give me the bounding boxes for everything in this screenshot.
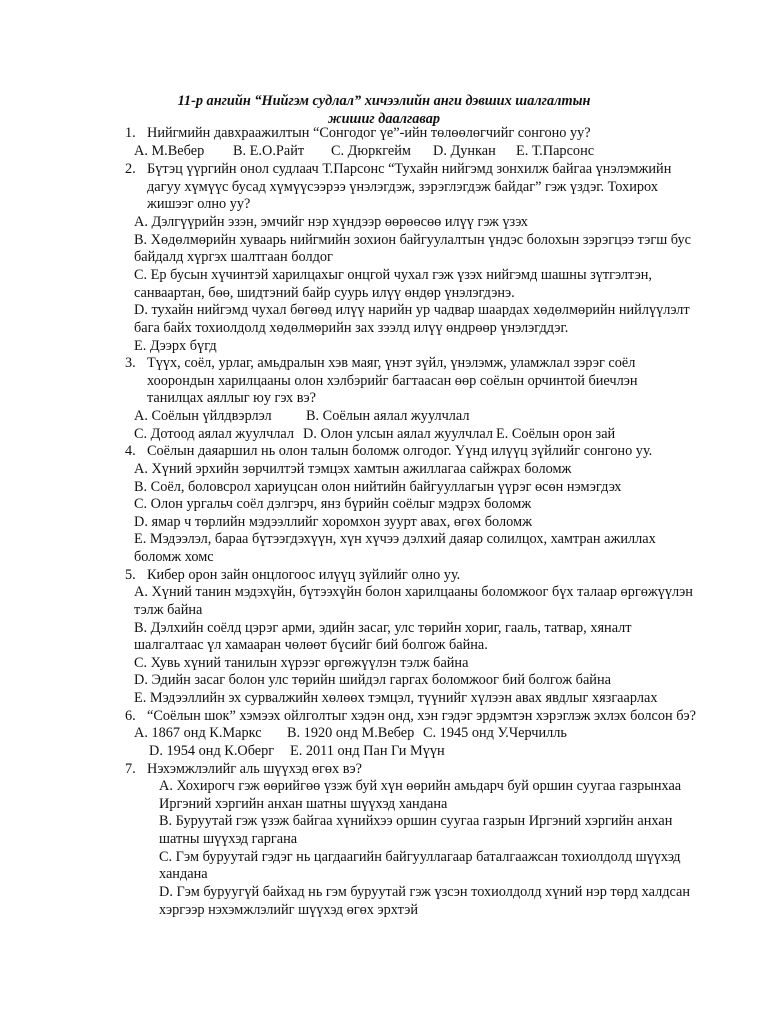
question-text-line: жишээг олно уу?: [147, 196, 251, 212]
question-number: 1.: [125, 125, 136, 141]
option-d-cont: хэргээр нэхэмжлэлийг шүүхэд өгөх эрхтэй: [159, 902, 418, 918]
question-number: 2.: [125, 161, 136, 177]
question-number: 5.: [125, 567, 136, 583]
option-b: B. Дэлхийн соёлд цэрэг арми, эдийн засаг, улс төрийн хориг, гааль, татвар, хяналт: [134, 620, 632, 636]
question-number: 7.: [125, 761, 136, 777]
option-d: D. Гэм буруугүй байхад нь гэм буруутай гэж үзсэн тохиолдолд хүний нэр төрд халдсан: [159, 884, 690, 900]
option-e: E. Мэдээллийн эх сурвалжийн хөлөөх тэмцэл, түүнийг хүлээн авах явдлыг хязгаарлах: [134, 690, 658, 706]
option-e: E. Мэдээлэл, бараа бүтээгдэхүүн, хүн хүчээ дэлхий даяар солилцох, хамтран ажиллах: [134, 531, 656, 547]
option-b: B. Буруутай гэж үзэж байгаа хүнийхээ оршин суугаа газрын Иргэний хэргийн анхан: [159, 813, 673, 829]
question-text-line: дагуу хүмүүс бусад хүмүүсээрээ үнэлэгдэж, зэрэглэгдэж байдаг” гэж үздэг. Тохирох: [147, 179, 658, 195]
option-d: D. Дункан: [433, 143, 496, 159]
option-e: E. 2011 онд Пан Ги Мүүн: [290, 743, 445, 759]
question-text: Нэхэмжлэлийг аль шүүхэд өгөх вэ?: [147, 761, 363, 777]
option-a: A. Хүний танин мэдэхүйн, бүтээхүйн болон харилцааны боломжоог бүх талаар өргөжүүлэн: [134, 584, 693, 600]
option-a: A. 1867 онд К.Маркс: [134, 725, 262, 741]
option-e: E. Соёлын орон зай: [496, 426, 616, 442]
option-d-cont: бага байх тохиолдолд хөдөлмөрийн зах зээлд илүү өндрөөр үнэлэгддэг.: [134, 320, 569, 336]
title-line-2: жишиг даалгавар: [327, 110, 440, 127]
question-text-line: хоорондын харилцааны олон хэлбэрийг багтаасан өөр соёлын орчинтой биечлэн: [147, 373, 638, 389]
option-a: A. Дэлгүүрийн эзэн, эмчийг нэр хүндээр өөрөөсөө илүү гэж үзэх: [134, 214, 528, 230]
option-b-cont: шатны шүүхэд гаргана: [159, 831, 298, 847]
option-d: D. ямар ч төрлийн мэдээллийг хоромхон зуурт авах, өгөх боломж: [134, 514, 532, 530]
option-b-cont: байдалд хүргэх шалтгаан болдог: [134, 249, 333, 265]
option-a: A. Хүний эрхийн зөрчилтэй тэмцэх хамтын ажиллагаа сайжрах боломж: [134, 461, 572, 477]
question-text-line: Түүх, соёл, урлаг, амьдралын хэв маяг, үнэт зүйл, үнэлэмж, уламжлал зэрэг соёл: [147, 355, 636, 371]
option-b: B. Хөдөлмөрийн хуваарь нийгмийн зохион байгуулалтын үндэс болохын зэрэгцээ тэгш бус: [134, 232, 692, 248]
option-c: C. Дотоод аялал жуулчлал: [134, 426, 295, 442]
option-a: A. М.Вебер: [134, 143, 205, 159]
option-a: A. Соёлын үйлдвэрлэл: [134, 408, 272, 424]
option-b: B. 1920 онд М.Вебер: [287, 725, 415, 741]
option-b: B. Е.О.Райт: [233, 143, 305, 159]
option-c: C. Олон ургальч соёл дэлгэрч, янз бүрийн соёлыг мэдрэх боломж: [134, 496, 532, 512]
question-text: “Соёлын шок” хэмээх ойлголтыг хэдэн онд, хэн гэдэг эрдэмтэн хэрэглэж эхлэх болсон бэ?: [147, 708, 696, 724]
question-text-line: танилцах аяллыг юу гэх вэ?: [147, 390, 316, 406]
option-a-cont: Иргэний хэргийн анхан шатны шүүхэд хандана: [159, 796, 448, 812]
option-c-cont: санваартан, бөө, шидтэний байр суурь илүү өндөр үнэлэгдэнэ.: [134, 285, 515, 301]
option-d: D. Эдийн засаг болон улс төрийн шийдэл гаргах боломжоог бий болгож байна: [134, 672, 611, 688]
option-b: B. Соёлын аялал жуулчлал: [306, 408, 470, 424]
option-c: C. Хувь хүний танилын хүрээг өргөжүүлэн тэлж байна: [134, 655, 469, 671]
document-title: [0, 93, 768, 128]
question-number: 6.: [125, 708, 136, 724]
option-c-cont: хандана: [159, 866, 208, 882]
question-text: Соёлын даяаршил нь олон талын боломж олгодог. Үүнд илүүц зүйлийг сонгоно уу.: [147, 443, 653, 459]
title-line-1: 11-р ангийн “Нийгэм судлал” хичээлийн анги дэвших шалгалтын: [177, 93, 591, 109]
option-d: D. Олон улсын аялал жуулчлал: [303, 426, 493, 442]
question-text: Кибер орон зайн онцлогоос илүүц зүйлийг олно уу.: [147, 567, 461, 583]
question-text-line: Бүтэц үүргийн онол судлаач Т.Парсонс “Тухайн нийгэмд зонхилж байгаа үнэлэмжийн: [147, 161, 672, 177]
option-c: C. 1945 онд У.Черчилль: [423, 725, 567, 741]
option-d: D. 1954 онд К.Оберг: [149, 743, 275, 759]
question-number: 4.: [125, 443, 136, 459]
option-e: E. Т.Парсонс: [516, 143, 595, 159]
question-number: 3.: [125, 355, 136, 371]
option-e: E. Дээрх бүгд: [134, 338, 217, 354]
option-a: A. Хохирогч гэж өөрийгөө үзэж буй хүн өөрийн амьдарч буй оршин суугаа газрынхаа: [159, 778, 682, 794]
option-c: C. Дюркгейм: [331, 143, 411, 159]
option-d: D. тухайн нийгэмд чухал бөгөөд илүү нарийн ур чадвар шаардах хөдөлмөрийн нийлүүлэлт: [134, 302, 690, 318]
option-c: C. Гэм буруутай гэдэг нь цагдаагийн байгууллагаар баталгаажсан тохиолдолд шүүхэд: [159, 849, 681, 865]
option-b-cont: шалгалтаас үл хамааран чөлөөт бүсийг бий болгож байна.: [134, 637, 488, 653]
option-e-cont: боломж хомс: [134, 549, 214, 565]
option-c: C. Ер бусын хүчинтэй харилцахыг онцгой чухал гэж үзэх нийгэмд шашны зүтгэлтэн,: [134, 267, 653, 283]
option-a-cont: тэлж байна: [134, 602, 203, 618]
option-b: B. Соёл, боловсрол хариуцсан олон нийтийн байгууллагын үүрэг өсөн нэмэгдэх: [134, 479, 622, 495]
question-text: Нийгмийн давхраажилтын “Сонгодог үе”-ийн төлөөлөгчийг сонгоно уу?: [147, 125, 591, 141]
